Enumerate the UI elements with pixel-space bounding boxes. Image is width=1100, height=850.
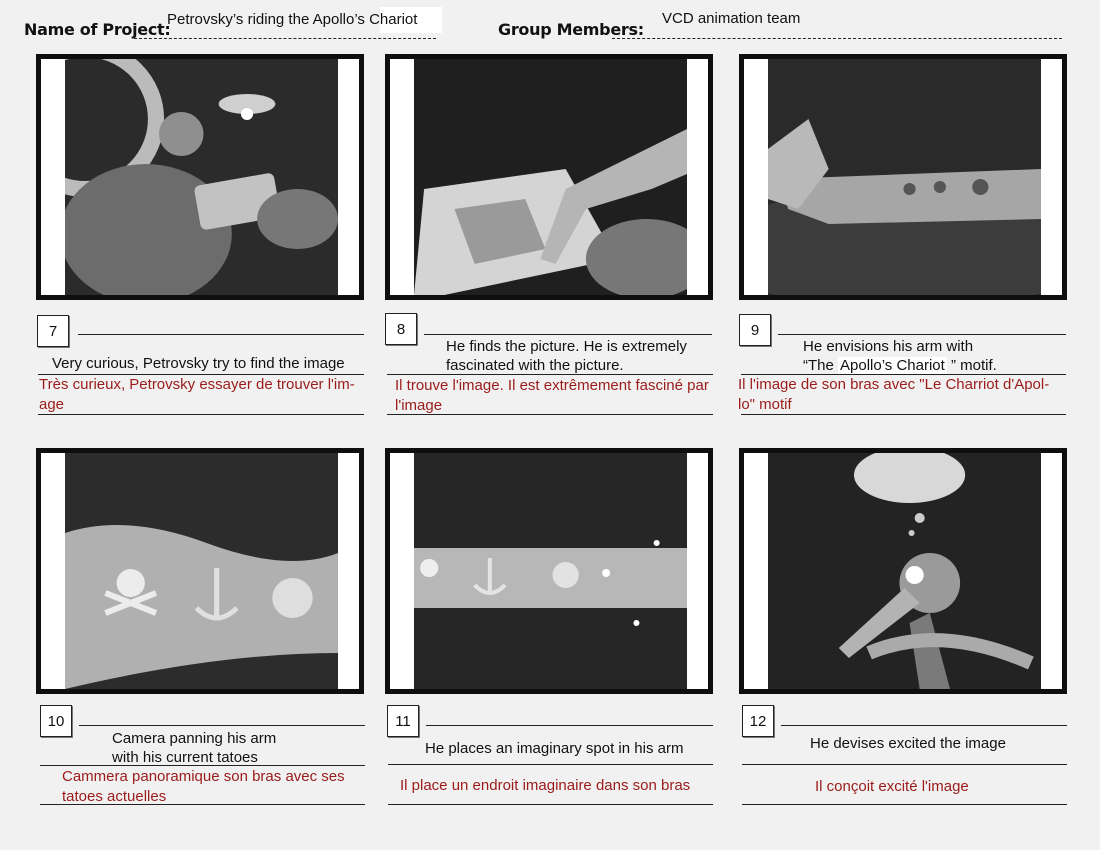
panel-11-illustration [414, 453, 687, 689]
group-members-value[interactable]: VCD animation team [662, 10, 801, 27]
panel-7-caption-fr: Très curieux, Petrovsky essayer de trouver l'im-age [39, 376, 355, 413]
panel-11-number: 11 [387, 705, 419, 737]
panel-10-caption-en: Camera panning his arm with his current tatoes [112, 730, 277, 766]
panel-7-caption-en: Very curious, Petrovsky try to find the image [52, 355, 345, 372]
panel-12-frame [739, 448, 1067, 694]
panel-12-caption-fr: Il conçoit excité l'image [815, 778, 969, 795]
panel-10-illustration [65, 453, 338, 689]
panel-8-frame [385, 54, 713, 300]
panel-9-frame [739, 54, 1067, 300]
panel-11-caption-fr: Il place un endroit imaginaire dans son bras [400, 777, 691, 794]
panel-7-illustration [65, 59, 338, 295]
panel-11-frame [385, 448, 713, 694]
panel-8-number: 8 [385, 313, 417, 345]
group-members-label: Group Members: [498, 20, 644, 39]
group-members-line [612, 38, 1062, 39]
panel-12-caption-en: He devises excited the image [810, 735, 1006, 752]
panel-12-illustration [768, 453, 1041, 689]
panel-8-caption-fr: Il trouve l'image. Il est extrêmement fasciné par l'image [395, 377, 709, 414]
panel-7-number: 7 [37, 315, 69, 347]
panel-8-illustration [414, 59, 687, 295]
panel-10-number: 10 [40, 705, 72, 737]
panel-9-caption-fr: Il l'image de son bras avec "Le Charriot d'Apol-lo" motif [738, 376, 1050, 413]
panel-11-caption-en: He places an imaginary spot in his arm [425, 740, 684, 757]
panel-10-frame [36, 448, 364, 694]
project-name-text: Petrovsky’s riding the Apollo’s [167, 11, 365, 28]
panel-7-frame [36, 54, 364, 300]
panel-10-caption-fr: Cammera panoramique son bras avec ses tatoes actuelles [62, 768, 345, 805]
panel-9-illustration [768, 59, 1041, 295]
panel-9-caption-en-line1: He envisions his arm with [803, 338, 974, 355]
project-name-chariot: Chariot [369, 11, 418, 28]
panel-9-number: 9 [739, 314, 771, 346]
panel-9-caption-en-line2: “The Apollo’s Chariot ” motif. [803, 357, 997, 374]
project-name-line [134, 38, 436, 39]
panel-8-caption-en: He finds the picture. He is extremely fascinated with the picture. [446, 338, 687, 374]
panel-12-number: 12 [742, 705, 774, 737]
project-name-value[interactable] [167, 11, 417, 28]
project-name-label: Name of Project: [24, 20, 171, 39]
